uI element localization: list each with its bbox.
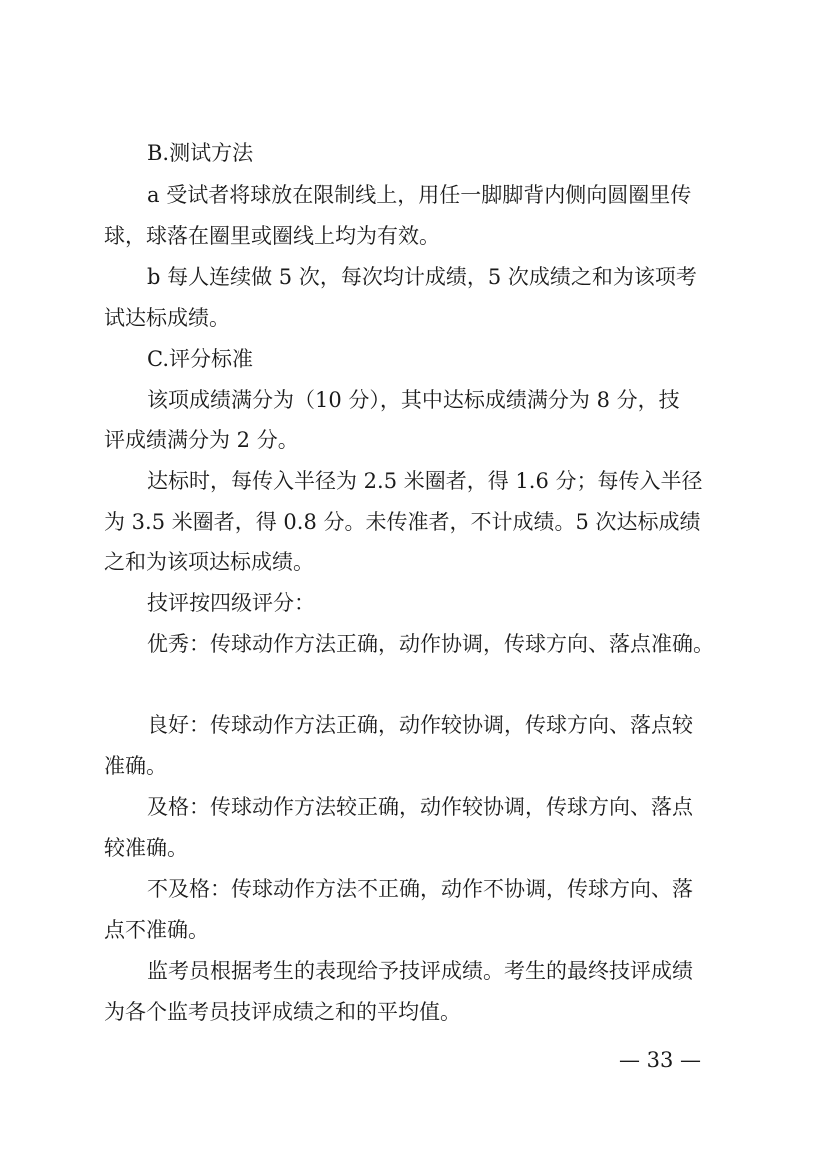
level-good-line-1: 良好：传球动作方法正确，动作较协调，传球方向、落点较 xyxy=(147,713,693,737)
page-number: — 33 — xyxy=(618,1048,702,1072)
level-pass-line-1: 及格：传球动作方法较正确，动作较协调，传球方向、落点 xyxy=(147,795,693,819)
para-b-line-1: b 每人连续做 5 次，每次均计成绩，5 次成绩之和为该项考 xyxy=(147,265,697,289)
final-note-line-2: 为各个监考员技评成绩之和的平均值。 xyxy=(104,1000,461,1024)
section-b-heading: B.测试方法 xyxy=(147,141,254,165)
para-total-line-1: 该项成绩满分为（10 分），其中达标成绩满分为 8 分，技 xyxy=(147,388,680,412)
para-standard-line-3: 之和为该项达标成绩。 xyxy=(104,550,314,574)
para-a-line-1: a 受试者将球放在限制线上，用任一脚脚背内侧向圆圈里传 xyxy=(147,183,692,207)
level-excellent-line-1: 优秀：传球动作方法正确，动作协调，传球方向、落点准确。 xyxy=(147,632,714,656)
level-fail-line-1: 不及格：传球动作方法不正确，动作不协调，传球方向、落 xyxy=(147,877,693,901)
section-c-heading: C.评分标准 xyxy=(147,347,253,371)
final-note-line-1: 监考员根据考生的表现给予技评成绩。考生的最终技评成绩 xyxy=(147,959,693,983)
technique-intro: 技评按四级评分： xyxy=(147,591,315,615)
para-b-line-2: 试达标成绩。 xyxy=(104,306,230,330)
para-standard-line-1: 达标时，每传入半径为 2.5 米圈者，得 1.6 分；每传入半径 xyxy=(147,469,703,493)
para-standard-line-2: 为 3.5 米圈者，得 0.8 分。未传准者，不计成绩。5 次达标成绩 xyxy=(104,510,701,534)
level-fail-line-2: 点不准确。 xyxy=(104,918,209,942)
para-total-line-2: 评成绩满分为 2 分。 xyxy=(104,428,299,452)
level-good-line-2: 准确。 xyxy=(104,754,167,778)
para-a-line-2: 球，球落在圈里或圈线上均为有效。 xyxy=(104,224,440,248)
level-pass-line-2: 较准确。 xyxy=(104,836,188,860)
